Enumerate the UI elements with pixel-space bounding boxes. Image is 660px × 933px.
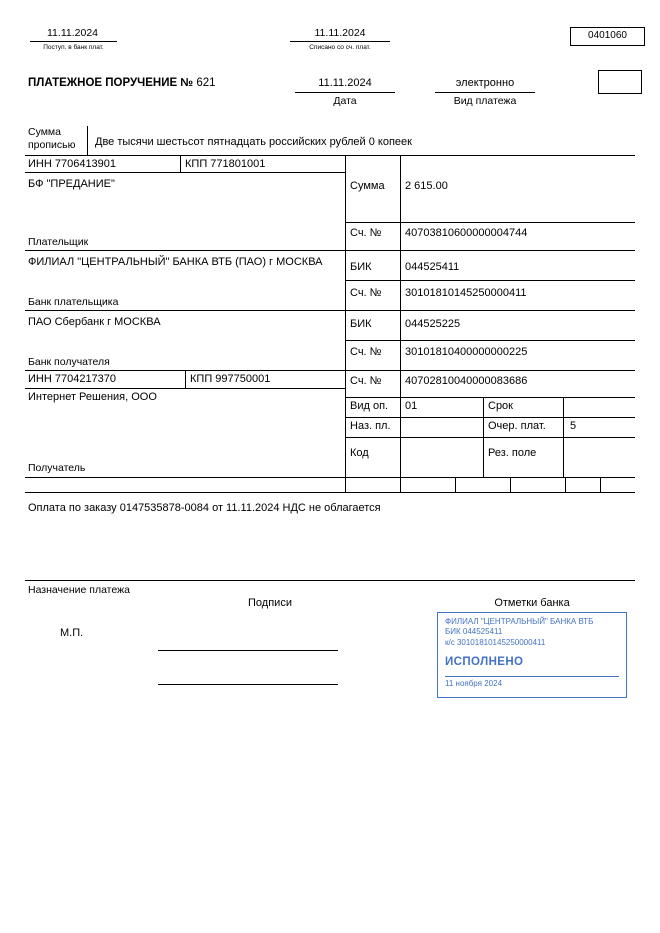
signature-line: [158, 684, 338, 685]
payer-name: БФ "ПРЕДАНИЕ": [28, 178, 115, 190]
amount-value: 2 615.00: [405, 180, 448, 192]
form-line: [345, 397, 635, 398]
debited-date: 11.11.2024: [314, 27, 366, 39]
document-title: [28, 77, 216, 91]
form-divider: [600, 477, 601, 492]
payee-account: 40702810040000083686: [405, 375, 528, 387]
payee-bank-bik-label: БИК: [350, 318, 372, 330]
form-divider: [400, 155, 401, 492]
form-line: [345, 280, 635, 281]
payment-kind-caption: Вид платежа: [453, 95, 517, 107]
code-label: Код: [350, 447, 369, 459]
form-line: [345, 340, 635, 341]
received-date-caption: Поступ. в банк плат.: [43, 44, 104, 51]
payer-bank-label: Банк плательщика: [28, 296, 119, 308]
payee-inn: ИНН 7704217370: [28, 373, 117, 385]
payee-bank-account-label: Сч. №: [350, 346, 382, 358]
form-divider: [510, 477, 511, 492]
purpose-code-label: Наз. пл.: [350, 420, 391, 432]
stamp-date: 11 ноября 2024: [445, 679, 503, 689]
payee-bank-label: Банк получателя: [28, 356, 110, 368]
payer-bank-bik-label: БИК: [350, 261, 372, 273]
form-divider: [563, 397, 564, 477]
amount-in-words-label: Сумма прописью: [25, 126, 88, 155]
payer-inn: ИНН 7706413901: [28, 158, 117, 170]
payment-kind: электронно: [455, 77, 515, 89]
payee-kpp: КПП 997750001: [190, 373, 271, 385]
form-line: [345, 437, 635, 438]
document-number: 621: [196, 77, 216, 89]
form-line: [345, 222, 635, 223]
payer-bank-bik: 044525411: [405, 261, 460, 273]
payee-label: Получатель: [28, 462, 86, 474]
form-line: [25, 388, 345, 389]
payee-account-label: Сч. №: [350, 375, 382, 387]
form-line: [25, 492, 635, 493]
form-divider: [345, 155, 346, 492]
form-line: [345, 417, 635, 418]
payee-bank-name: ПАО Сбербанк г МОСКВА: [28, 316, 161, 328]
term-label: Срок: [488, 400, 513, 412]
mp-label: М.П.: [60, 627, 84, 639]
op-kind-label: Вид оп.: [350, 400, 389, 412]
form-divider: [565, 477, 566, 492]
amount-in-words: Две тысячи шестьсот пятнадцать российских рублей 0 копеек: [95, 136, 412, 148]
form-code-box: 0401060: [570, 27, 645, 46]
bank-marks-label: Отметки банка: [494, 597, 570, 609]
received-date: 11.11.2024: [47, 27, 98, 39]
stamp-status: ИСПОЛНЕНО: [445, 656, 524, 669]
form-line: [25, 580, 635, 581]
payer-bank-account-label: Сч. №: [350, 287, 382, 299]
document-date-underline: [295, 92, 395, 93]
form-divider: [180, 155, 181, 172]
op-kind-value: 01: [405, 400, 418, 412]
payer-account: 40703810600000004744: [405, 227, 528, 239]
form-divider: [185, 370, 186, 388]
status-box-empty: [598, 70, 642, 94]
payment-kind-underline: [435, 92, 535, 93]
payee-name: Интернет Решения, ООО: [28, 391, 157, 403]
purpose-label: Назначение платежа: [28, 584, 130, 596]
document-date-caption: Дата: [333, 95, 357, 107]
bank-stamp: [437, 612, 627, 698]
form-line: [25, 310, 635, 311]
form-line: [25, 477, 635, 478]
queue-value: 5: [570, 420, 577, 432]
purpose-text: Оплата по заказу 0147535878-0084 от 11.11.2024 НДС не облагается: [28, 502, 381, 514]
debited-date-caption: Списано со сч. плат.: [309, 44, 371, 51]
payer-label: Плательщик: [28, 236, 89, 248]
document-date: 11.11.2024: [318, 77, 372, 89]
payer-bank-name: ФИЛИАЛ "ЦЕНТРАЛЬНЫЙ" БАНКА ВТБ (ПАО) г МОСКВА: [28, 256, 323, 268]
payee-bank-bik: 044525225: [405, 318, 461, 330]
form-divider: [455, 477, 456, 492]
queue-label: Очер. плат.: [488, 420, 546, 432]
form-line: [25, 250, 635, 251]
debited-date-underline: [290, 41, 390, 42]
signatures-label: Подписи: [248, 597, 292, 609]
received-date-underline: [30, 41, 117, 42]
reserve-label: Рез. поле: [488, 447, 537, 459]
payer-bank-account: 30101810145250000411: [405, 287, 527, 299]
payer-account-label: Сч. №: [350, 227, 382, 239]
form-line: [25, 172, 345, 173]
payee-bank-account: 30101810400000000225: [405, 346, 528, 358]
form-line: [25, 370, 635, 371]
amount-label: Сумма: [350, 180, 385, 192]
form-line: [25, 155, 635, 156]
form-divider: [483, 397, 484, 477]
stamp-bank-name: ФИЛИАЛ "ЦЕНТРАЛЬНЫЙ" БАНКА ВТБ: [445, 617, 594, 626]
signature-line: [158, 650, 338, 651]
payer-kpp: КПП 771801001: [185, 158, 266, 170]
document-title-label: ПЛАТЕЖНОЕ ПОРУЧЕНИЕ №: [28, 77, 194, 89]
stamp-corr-account: к/с 30101810145250000411: [445, 637, 546, 647]
stamp-bik: БИК 044525411: [445, 627, 503, 637]
